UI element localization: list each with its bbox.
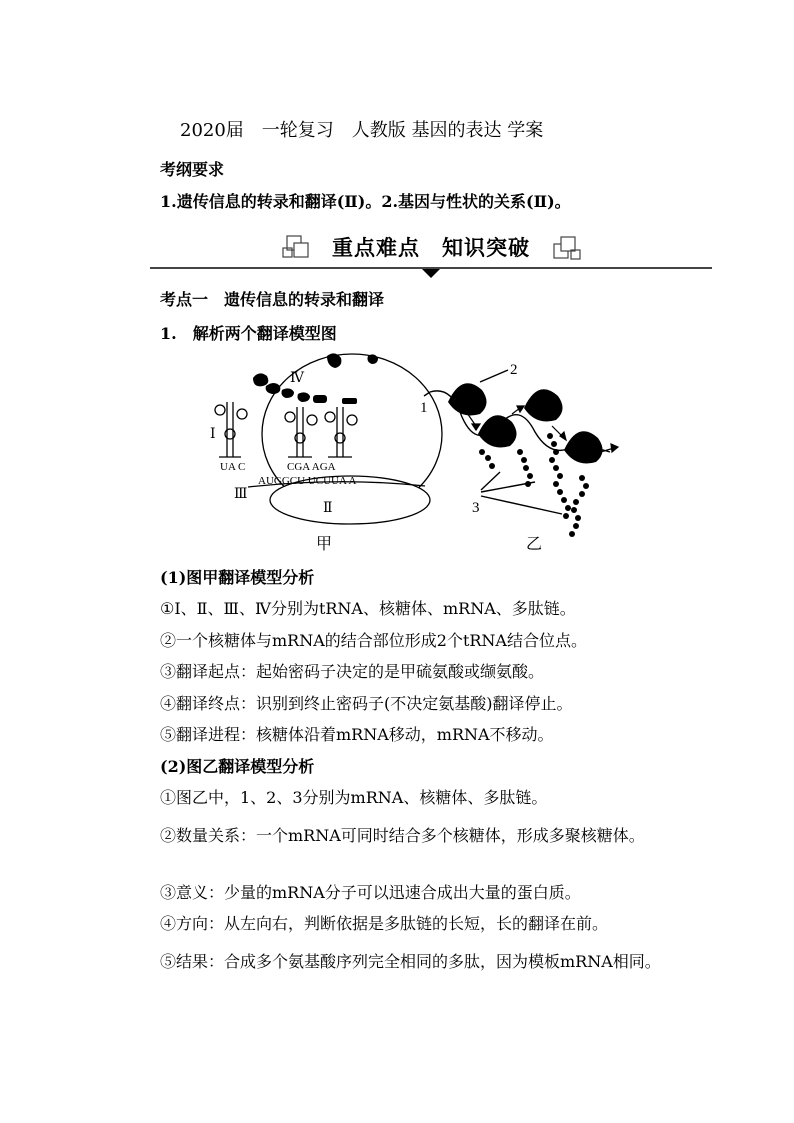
analysis-jia-heading: (1)图甲翻译模型分析 (160, 568, 315, 587)
label-2: 2 (510, 362, 518, 378)
item-heading: 1. 解析两个翻译模型图 (160, 324, 337, 343)
banner-title: 重点难点 知识突破 (332, 236, 530, 260)
mrna-sequence: AUGGCU UCUUA A (258, 475, 357, 487)
caption-yi: 乙 (526, 536, 543, 553)
analysis-yi-item: ①图乙中，1、2、3分别为mRNA、核糖体、多肽链。 (160, 788, 548, 807)
outline-text: 1.遗传信息的转录和翻译(Ⅱ)。2.基因与性状的关系(Ⅱ)。 (160, 192, 571, 211)
trna-1 (215, 402, 247, 457)
label-1: 1 (420, 400, 428, 416)
section-title: 考点一 遗传信息的转录和翻译 (160, 290, 385, 309)
analysis-yi-item: ②数量关系：一个mRNA可同时结合多个核糖体，形成多聚核糖体。 (160, 826, 645, 845)
caption-jia: 甲 (316, 536, 333, 553)
analysis-jia-item: ①Ⅰ、Ⅱ、Ⅲ、Ⅳ分别为tRNA、核糖体、mRNA、多肽链。 (160, 599, 576, 618)
outline-heading: 考纲要求 (160, 160, 225, 179)
label-iii: Ⅲ (234, 487, 248, 502)
label-3: 3 (472, 500, 480, 516)
figure-jia (215, 354, 442, 524)
anticodon-1: UA C (220, 461, 246, 473)
analysis-yi-item: ⑤结果：合成多个氨基酸序列完全相同的多肽，因为模板mRNA相同。 (160, 952, 661, 971)
anticodon-2: CGA AGA (287, 461, 336, 473)
analysis-jia-item: ⑤翻译进程：核糖体沿着mRNA移动，mRNA不移动。 (160, 725, 554, 744)
analysis-jia-item: ②一个核糖体与mRNA的结合部位形成2个tRNA结合位点。 (160, 631, 587, 650)
translation-figure (190, 352, 650, 562)
trna-3 (325, 407, 357, 457)
analysis-jia-item: ③翻译起点：起始密码子决定的是甲硫氨酸或缬氨酸。 (160, 662, 545, 681)
analysis-yi-item: ③意义：少量的mRNA分子可以迅速合成出大量的蛋白质。 (160, 883, 581, 902)
label-iv: Ⅳ (290, 371, 304, 386)
section-banner (150, 228, 712, 280)
analysis-yi-item: ④方向：从左向右，判断依据是多肽链的长短，长的翻译在前。 (160, 914, 609, 933)
ribosomes-yi (448, 383, 603, 463)
analysis-jia-item: ④翻译终点：识别到终止密码子(不决定氨基酸)翻译停止。 (160, 694, 573, 713)
trna-2 (285, 407, 317, 457)
label-i: Ⅰ (210, 427, 216, 442)
page-title: 2020届 一轮复习 人教版 基因的表达 学案 (180, 120, 544, 141)
label-ii: Ⅱ (323, 501, 333, 516)
analysis-yi-heading: (2)图乙翻译模型分析 (160, 757, 315, 776)
